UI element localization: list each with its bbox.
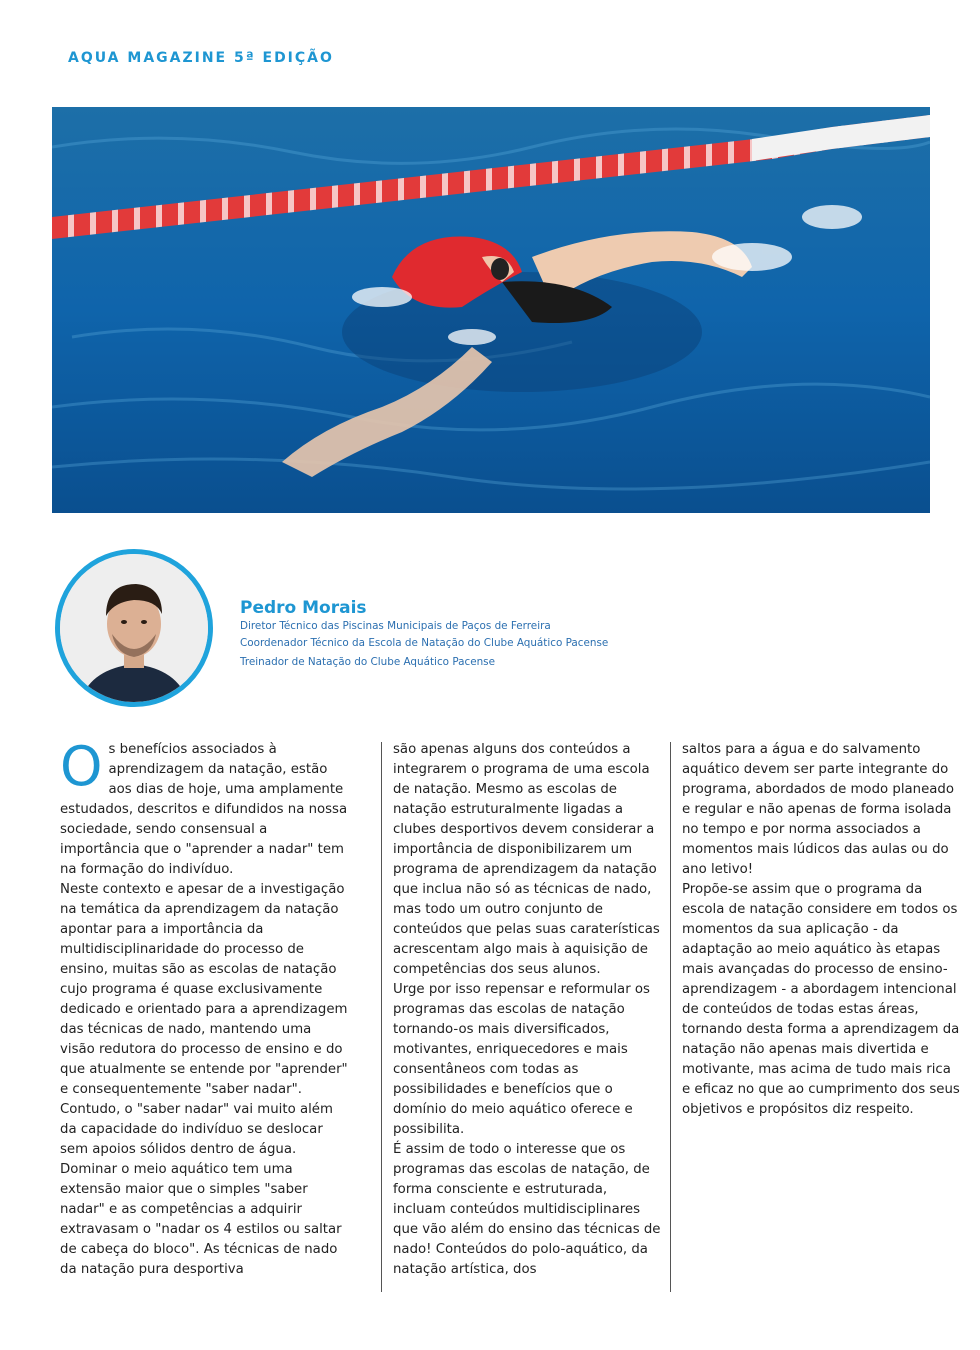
- column-divider: [381, 742, 382, 1292]
- article-column-3: [682, 740, 960, 1120]
- article-paragraph: Propõe-se assim que o programa da escola de natação considere em todos os momentos da sua aplicação - da adaptação ao meio aquático às etapas mais avançadas do processo de ensino-aprendizagem - a abordagem intencional de conteúdos de todas estas áreas, tornando desta forma a aprendizagem da natação não apenas mais divertida e motivante, mas acima de tudo mais rica e eficaz no que ao cumprimento dos seus objetivos e propósitos diz respeito.: [682, 882, 960, 1117]
- author-role: Diretor Técnico das Piscinas Municipais de Paços de Ferreira: [240, 620, 551, 632]
- article-paragraph: saltos para a água e do salvamento aquático devem ser parte integrante do programa, abordados de modo planeado e regular e não apenas de forma isolada no tempo e por norma associados a momentos mais lúdicos das aulas ou do ano letivo!: [682, 742, 954, 877]
- article-paragraph: são apenas alguns dos conteúdos a integrarem o programa de uma escola de natação. Mesmo as escolas de natação estruturalmente ligadas a clubes desportivos devem considerar a importância de disponibilizarem um programa de aprendizagem da natação que inclua não só as técnicas de nado, mas todo um outro conjunto de conteúdos que pelas suas caraterísticas acrescentam algo mais à aquisição de competências dos seus alunos.: [393, 742, 660, 977]
- author-name: Pedro Morais: [240, 598, 367, 618]
- author-role: Coordenador Técnico da Escola de Natação do Clube Aquático Pacense: [240, 637, 609, 649]
- swimmer-photo: [52, 107, 930, 513]
- author-avatar: [55, 549, 213, 707]
- article-paragraph: É assim de todo o interesse que os programas das escolas de natação, de forma consciente e estruturada, incluam conteúdos multidisciplinares que vão além do ensino das técnicas de nado! Conteúdos do polo-aquático, da natação artística, dos: [393, 1142, 661, 1277]
- article-paragraph: Contudo, o "saber nadar" vai muito além da capacidade do indivíduo se deslocar sem apoios sólidos dentro de água. Dominar o meio aquático tem uma extensão maior que o simples "saber nadar" e as competências a adquirir extravasam o "nadar os 4 estilos ou saltar de cabeça do bloco". As técnicas de nado da natação pura desportiva: [60, 1102, 342, 1277]
- magazine-header: AQUA MAGAZINE 5ª EDIÇÃO: [68, 50, 334, 66]
- article-paragraph: Neste contexto e apesar de a investigação na temática da aprendizagem da natação apontar para a importância da multidisciplinaridade do processo de ensino, muitas são as escolas de natação cujo programa é quase exclusivamente dedicado e orientado para a aprendizagem das técnicas de nado, mantendo uma visão redutora do processo de ensino e do que atualmente se entende por "aprender" e consequentemente "saber nadar".: [60, 882, 348, 1097]
- column-divider: [670, 742, 671, 1292]
- article-column-2: [393, 740, 663, 1280]
- article-paragraph: Os benefícios associados à aprendizagem da natação, estão aos dias de hoje, uma amplamente estudados, descritos e difundidos na nossa sociedade, sendo consensual a importância que o "aprender a nadar" tem na formação do indivíduo.: [60, 735, 348, 877]
- author-role: Treinador de Natação do Clube Aquático Pacense: [240, 656, 495, 668]
- drop-cap: O: [60, 735, 103, 798]
- article-paragraph: Urge por isso repensar e reformular os programas das escolas de natação tornando-os mais diversificados, motivantes, enriquecedores e mais consentâneos com todas as possibilidades e benefícios que o domínio do meio aquático oferece e possibilita.: [393, 982, 650, 1137]
- article-column-1: [60, 735, 348, 1280]
